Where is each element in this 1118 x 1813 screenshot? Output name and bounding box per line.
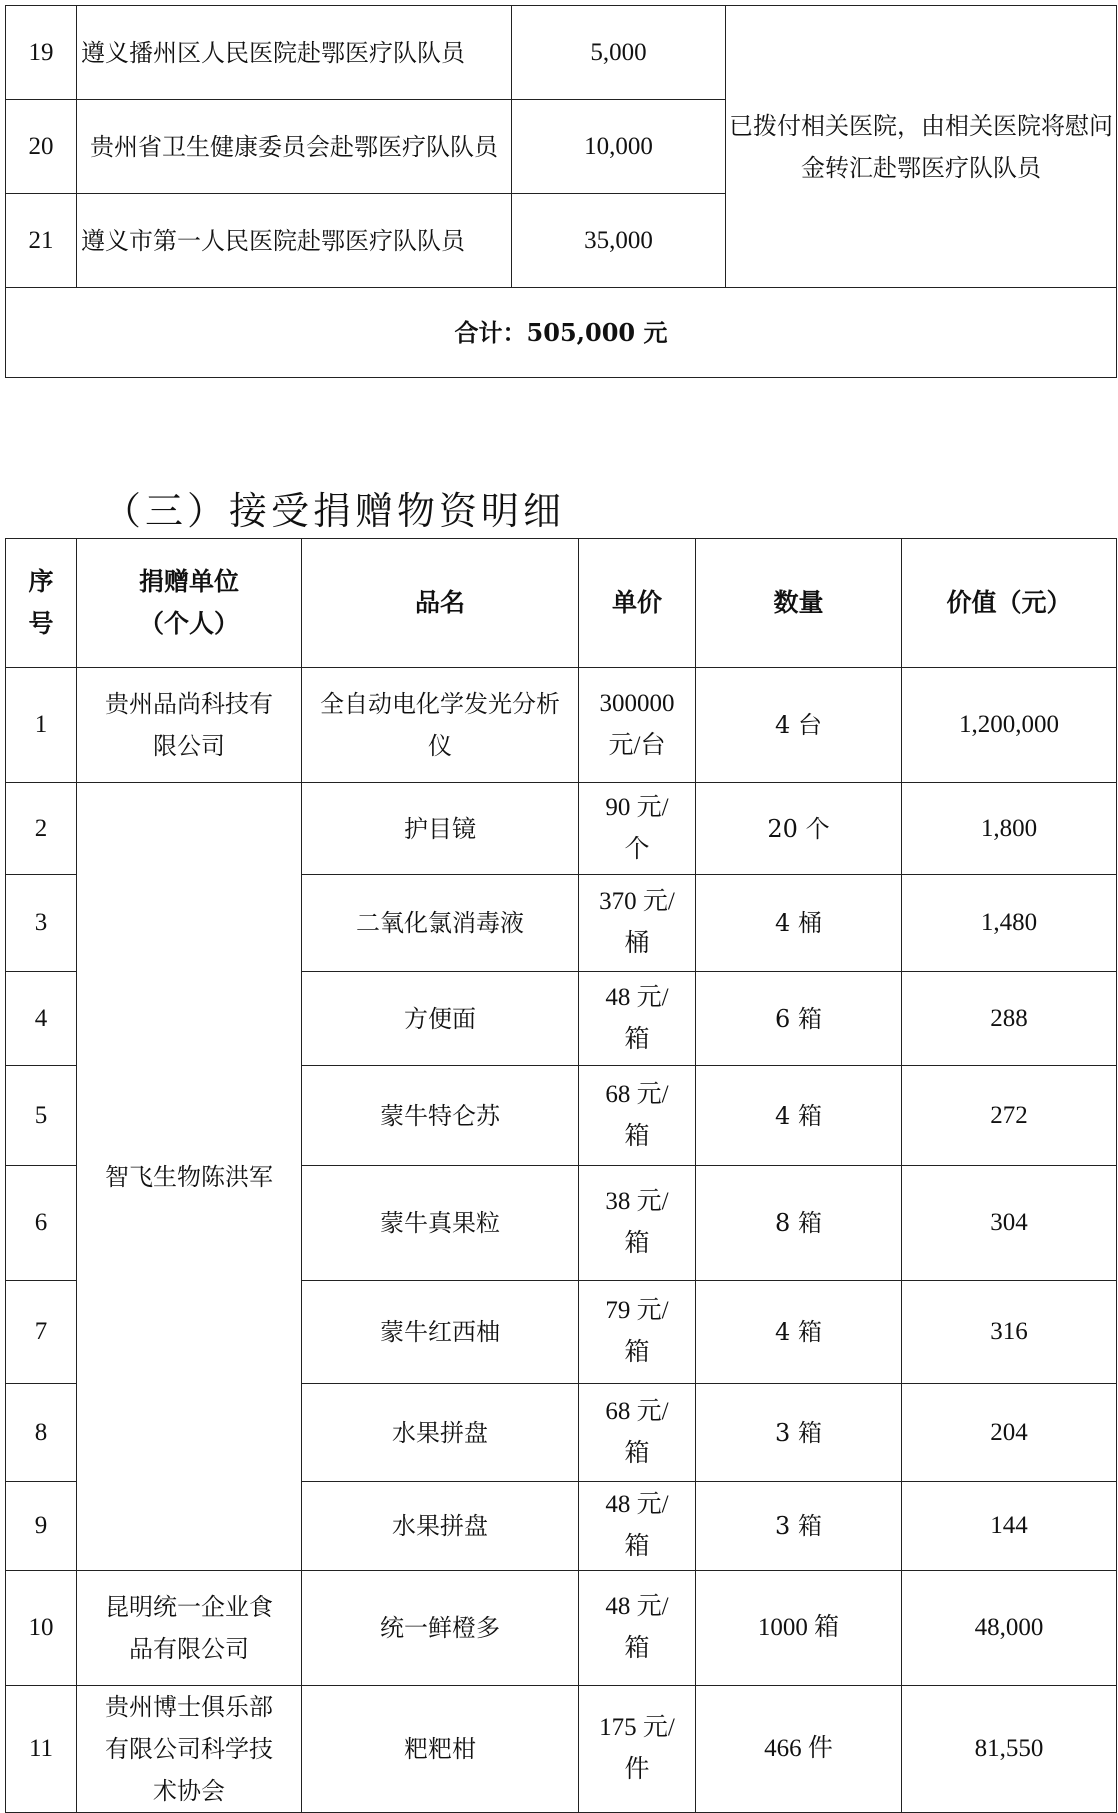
seq-cell: 7 xyxy=(6,1281,77,1384)
quantity-cell: 4 桶 xyxy=(696,875,902,972)
unit-price-cell: 175 元/件 xyxy=(579,1686,696,1813)
recipient-cell: 贵州省卫生健康委员会赴鄂医疗队队员 xyxy=(77,100,512,194)
value-cell: 288 xyxy=(902,972,1117,1066)
value-cell: 272 xyxy=(902,1066,1117,1166)
quantity-cell: 3 箱 xyxy=(696,1482,902,1571)
donor-cell: 贵州品尚科技有限公司 xyxy=(77,668,302,783)
value-cell: 1,480 xyxy=(902,875,1117,972)
amount-cell: 5,000 xyxy=(512,6,726,100)
section-heading: （三）接受捐赠物资明细 xyxy=(103,489,566,533)
total-cell: 合计：505,000 元 xyxy=(6,288,1117,378)
value-cell: 316 xyxy=(902,1281,1117,1384)
note-cell: 已拨付相关医院，由相关医院将慰问金转汇赴鄂医疗队队员 xyxy=(726,6,1117,288)
header-item: 品名 xyxy=(302,539,579,668)
seq-cell: 11 xyxy=(6,1686,77,1813)
seq-cell: 2 xyxy=(6,783,77,875)
quantity-cell: 466 件 xyxy=(696,1686,902,1813)
donor-cell: 昆明统一企业食品有限公司 xyxy=(77,1571,302,1686)
unit-price-cell: 68 元/箱 xyxy=(579,1066,696,1166)
seq-cell: 6 xyxy=(6,1166,77,1281)
quantity-cell: 6 箱 xyxy=(696,972,902,1066)
header-row xyxy=(6,539,1117,668)
seq-cell: 1 xyxy=(6,668,77,783)
table-row xyxy=(6,1571,1117,1686)
item-cell: 护目镜 xyxy=(302,783,579,875)
item-cell: 粑粑柑 xyxy=(302,1686,579,1813)
header-donor: 捐赠单位（个人） xyxy=(77,539,302,668)
total-row xyxy=(6,288,1117,378)
recipient-cell: 遵义市第一人民医院赴鄂医疗队队员 xyxy=(77,194,512,288)
unit-price-cell: 38 元/箱 xyxy=(579,1166,696,1281)
table-row xyxy=(6,668,1117,783)
header-seq: 序号 xyxy=(6,539,77,668)
quantity-cell: 4 箱 xyxy=(696,1066,902,1166)
seq-cell: 5 xyxy=(6,1066,77,1166)
item-cell: 蒙牛特仑苏 xyxy=(302,1066,579,1166)
seq-cell: 4 xyxy=(6,972,77,1066)
quantity-cell: 3 箱 xyxy=(696,1384,902,1482)
header-value: 价值（元） xyxy=(902,539,1117,668)
item-cell: 全自动电化学发光分析仪 xyxy=(302,668,579,783)
amount-cell: 35,000 xyxy=(512,194,726,288)
unit-price-cell: 79 元/箱 xyxy=(579,1281,696,1384)
unit-price-cell: 68 元/箱 xyxy=(579,1384,696,1482)
unit-price-cell: 48 元/箱 xyxy=(579,972,696,1066)
unit-price-cell: 90 元/个 xyxy=(579,783,696,875)
seq-cell: 20 xyxy=(6,100,77,194)
seq-cell: 10 xyxy=(6,1571,77,1686)
quantity-cell: 20 个 xyxy=(696,783,902,875)
header-unit-price: 单价 xyxy=(579,539,696,668)
header-quantity: 数量 xyxy=(696,539,902,668)
amount-cell: 10,000 xyxy=(512,100,726,194)
item-cell: 统一鲜橙多 xyxy=(302,1571,579,1686)
donor-cell: 贵州博士俱乐部有限公司科学技术协会 xyxy=(77,1686,302,1813)
value-cell: 1,800 xyxy=(902,783,1117,875)
seq-cell: 3 xyxy=(6,875,77,972)
quantity-cell: 4 箱 xyxy=(696,1281,902,1384)
value-cell: 304 xyxy=(902,1166,1117,1281)
table-row xyxy=(6,1686,1117,1813)
seq-cell: 21 xyxy=(6,194,77,288)
quantity-cell: 4 台 xyxy=(696,668,902,783)
item-cell: 蒙牛红西柚 xyxy=(302,1281,579,1384)
goods-donation-table xyxy=(5,538,1117,1813)
item-cell: 蒙牛真果粒 xyxy=(302,1166,579,1281)
recipient-cell: 遵义播州区人民医院赴鄂医疗队队员 xyxy=(77,6,512,100)
value-cell: 144 xyxy=(902,1482,1117,1571)
item-cell: 二氧化氯消毒液 xyxy=(302,875,579,972)
table-row xyxy=(6,783,1117,875)
table-row xyxy=(6,6,1117,100)
seq-cell: 19 xyxy=(6,6,77,100)
item-cell: 方便面 xyxy=(302,972,579,1066)
seq-cell: 8 xyxy=(6,1384,77,1482)
unit-price-cell: 300000元/台 xyxy=(579,668,696,783)
unit-price-cell: 370 元/桶 xyxy=(579,875,696,972)
donor-cell: 智飞生物陈洪军 xyxy=(77,783,302,1571)
quantity-cell: 8 箱 xyxy=(696,1166,902,1281)
value-cell: 48,000 xyxy=(902,1571,1117,1686)
value-cell: 1,200,000 xyxy=(902,668,1117,783)
quantity-cell: 1000 箱 xyxy=(696,1571,902,1686)
cash-donation-table xyxy=(5,5,1117,378)
item-cell: 水果拼盘 xyxy=(302,1384,579,1482)
item-cell: 水果拼盘 xyxy=(302,1482,579,1571)
value-cell: 204 xyxy=(902,1384,1117,1482)
value-cell: 81,550 xyxy=(902,1686,1117,1813)
seq-cell: 9 xyxy=(6,1482,77,1571)
unit-price-cell: 48 元/箱 xyxy=(579,1571,696,1686)
unit-price-cell: 48 元/箱 xyxy=(579,1482,696,1571)
